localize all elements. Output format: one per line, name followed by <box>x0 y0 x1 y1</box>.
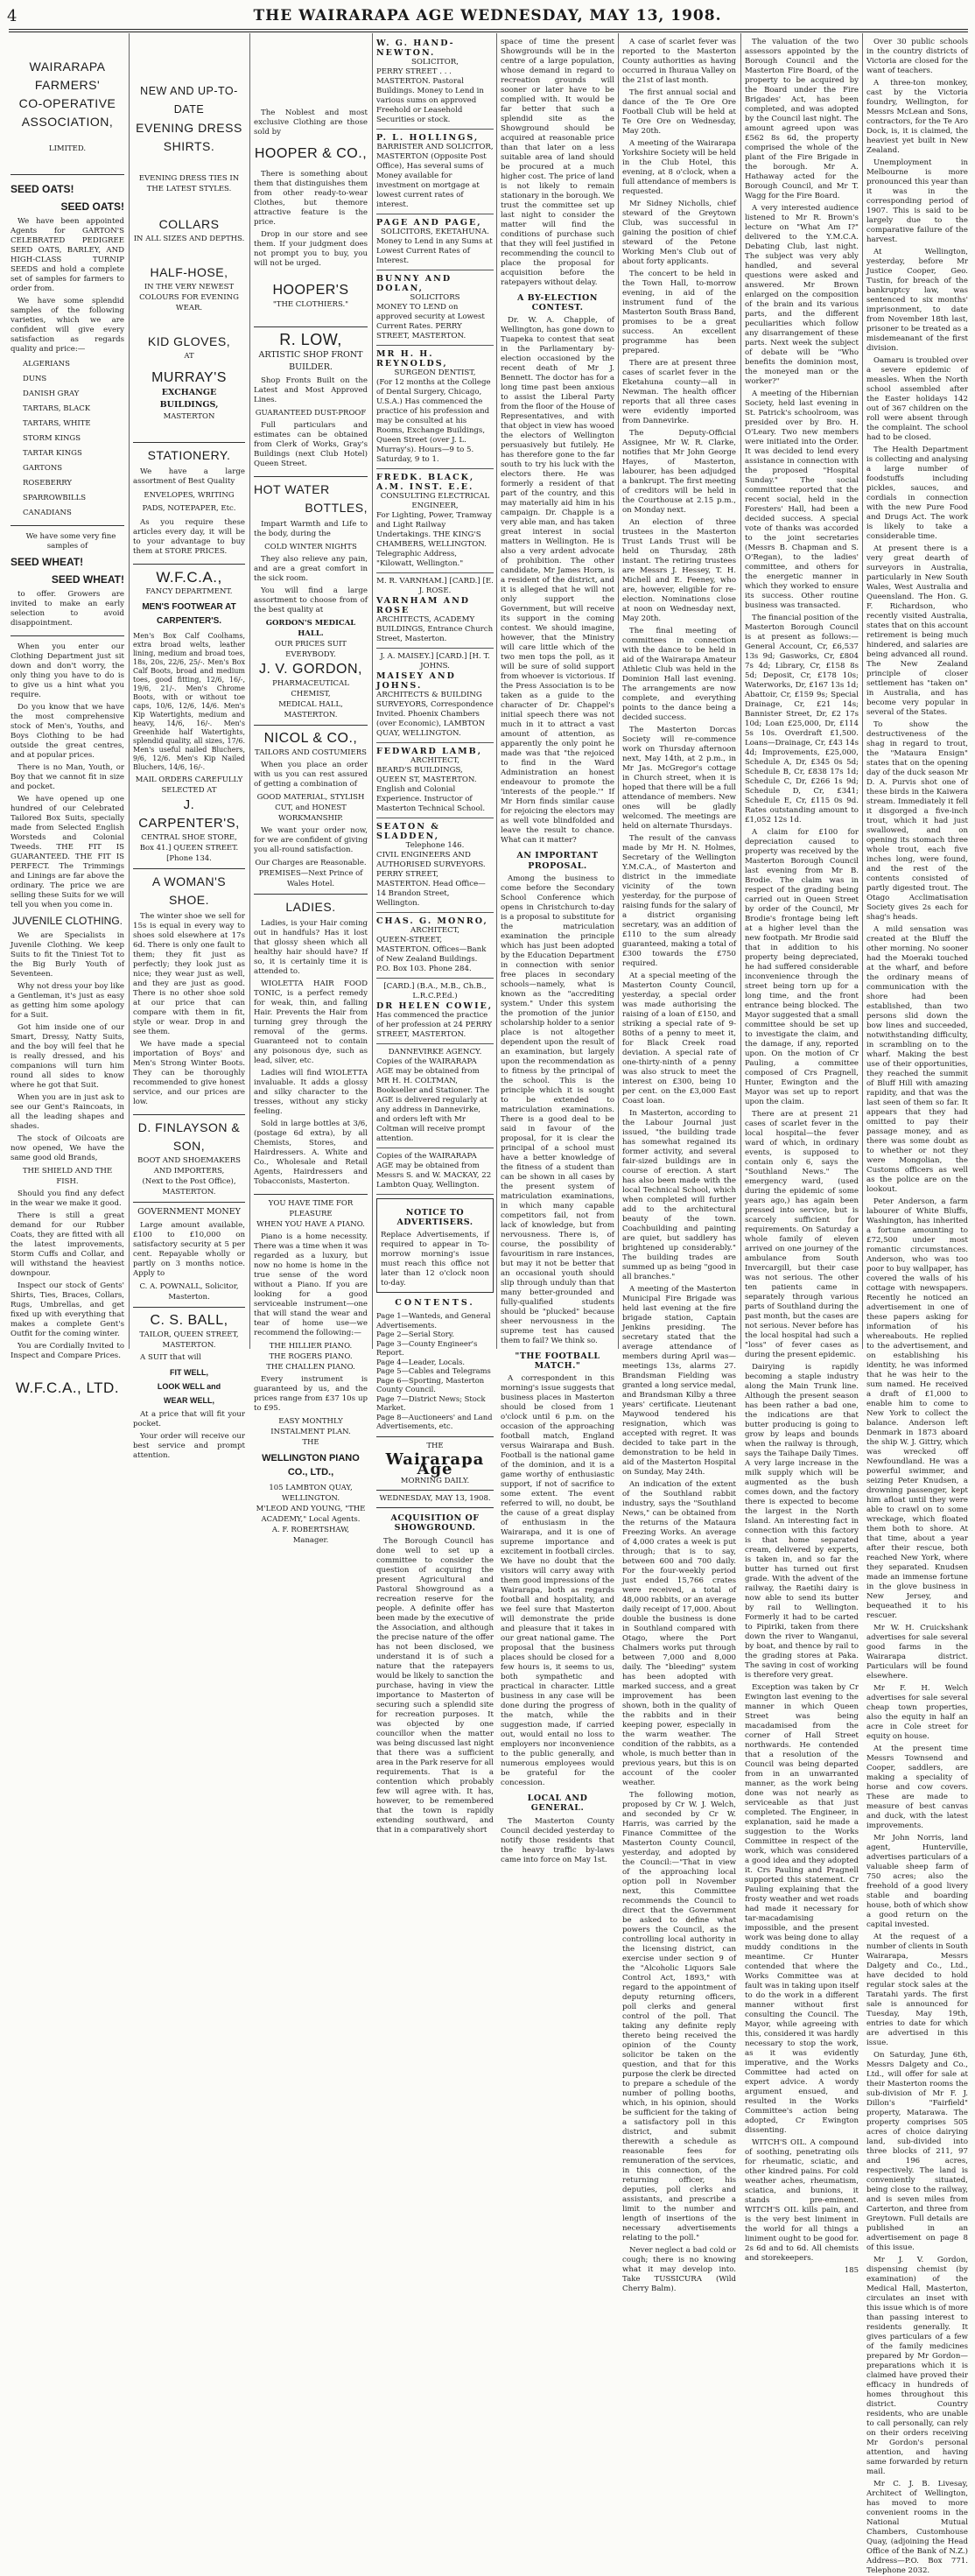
ad-text: FIT WELL, <box>170 1368 208 1377</box>
ad-text: FANCY DEPARTMENT. <box>145 587 233 596</box>
ad-text: When you enter our Clothing Department just sit down and don't worry, the only thing you have to do is to give us a hint what you require. <box>11 642 124 699</box>
news-item: A claim for £100 for depreciation caused to property was received by the Masterton Borough Council last evening from Mr B. Brodie. The claim was in respect of the grading being carried out in Queen Street by order of the Council, Mr Brodie's frontage being left at a higher level than the new footpath. Mr Brodie said that in addition to his property being depreciated, he had suffered considerable inconvenience through the street being torn up for a long time, and the front entrance being blocked. The Mayor suggested that a small committee should be set up to investigate the claim, and the damage, if any, reported upon. On the motion of Cr Pauling, a committee composed of Crs Pragnell, Hunter, Ewington and the Mayor was set up to report upon the claim. <box>745 828 859 1106</box>
ad-text: GORDON'S MEDICAL HALL. <box>265 619 356 638</box>
ad-headline: HOT WATER <box>254 482 330 496</box>
ad-code: 185 <box>844 2266 859 2275</box>
ad-text: A SUIT that will <box>140 1353 201 1362</box>
article-heading: ACQUISITION OF SHOWGROUND. <box>390 1513 480 1534</box>
hot-water-bottles-ad <box>254 477 368 726</box>
news-item: Mr Sidney Nicholls, chief steward of the Greytown Club, was successful in gaining the position of chief steward of the Petone Working Men's Club out of about forty applicants. <box>622 200 736 266</box>
newspaper-flag <box>376 1436 494 1508</box>
news-item: The valuation of the two assessors appointed by the Borough Council and the Masterton Fire Board, of the property to be acquired by the Board under the Fire Brigades' Act, has been completed, and was adopted by the Council last night. The amount agreed upon was £562 8s 6d, the property comprised the whole of the plant of the Fire Brigade in the borough. Mr A. Hathaway acted for the Borough Council, and Mr T. Wagg for the Fire Board. <box>745 38 859 200</box>
ad-text: BOOT AND SHOEMAKERS AND IMPORTERS, <box>137 1156 241 1176</box>
ad-headline: STATIONERY. <box>147 448 231 462</box>
article-heading: A BY-ELECTION CONTEST. <box>516 293 598 313</box>
card-text: CIVIL ENGINEERS AND AUTHORISED SURVEYORS. PERRY STREET, MASTERTON. Head Office— 14 Brandon Street, Wellington. <box>376 851 486 908</box>
card-title: SOLICITOR, <box>411 58 459 67</box>
murrays-ad <box>133 35 245 443</box>
ad-text: Inspect our stock of Gents' Shirts, Ties, Braces, Collars, Rugs, Umbrellas, and get fixed up with everything that makes a complete Gent's Outfit for the coming winter. <box>11 1281 124 1338</box>
seed-oats-ad <box>11 175 124 526</box>
ad-text: IN ALL SIZES AND DEPTHS. <box>133 235 245 243</box>
flag-sub: MORNING DAILY. <box>400 1477 470 1486</box>
professional-card <box>376 913 494 979</box>
ad-headline: MURRAY'S <box>151 370 227 385</box>
article-text: Among the business to come before the Secondary School Conference which opens in Christchurch to-day is a proposal to substitute for the matriculation examination the principle which has just been adopted by the Education Department in connection with senior free places in secondary schools—namely, what is known as the "accrediting system." Under this system the promotion of the junior scholarship holder to a senior place is not altogether dependent upon the result of an examination, but largely upon the recommendation as to fitness by the principal of the school. This is the principle which it is sought to be extended to matriculation examinations. There is a good deal to be said in favour of the proposal, for it is clear the principal of a school must have a better knowledge of the fitness of a student than can be shown in all cases by the present system of matriculation examinations, in which many capable competitors fail, not from lack of knowledge, but from nervousness. There is, of course, the possibility of favouritism in rare instances, but may it not be better that an occasional youth should slip through unduly than that many better-grounded and fully-qualified students should be "plucked" because sheer nervousness in the supreme test has caused them to fail? We think so. <box>501 874 614 1345</box>
card-title: SOLICITORS <box>410 293 460 302</box>
card-name: P. L. HOLLINGS, <box>376 133 480 143</box>
ad-headline: J. CARPENTER'S, <box>138 797 240 831</box>
professional-card <box>376 743 494 818</box>
ad-text: PREMISES—Next Prince of Wales Hotel. <box>258 869 363 888</box>
column-5 <box>501 35 614 1864</box>
news-item: Never neglect a bad cold or cough; there is no knowing what it may develop into. Take TUSSICURA (Wild Cherry Balm). <box>622 2246 736 2293</box>
list-item: GARTONS <box>23 464 63 473</box>
news-item: A very interested audience listened to Mr R. Brown's lecture on "What Am I?" delivered to the Y.M.C.A. Debating Club, last night. The subject was very ably handled, and several questions were asked and answered. Mr Brown enlarged on the composition of the brain and its various parts, and the different peculiarities which follow any disarrangement of these parts. Next week the subject of debate will be "Who benefits the dominion most, the moneyed man or the worker?" <box>745 204 859 386</box>
card-title: M. R. VARNHAM.] [CARD.] [E. J. ROSE. <box>376 577 494 595</box>
news-item: A case of scarlet fever was reported to the Masterton County authorities as having occurred in Ihuraua Valley on the 21st of last month. <box>622 38 736 85</box>
ad-text: CENTRAL SHOE STORE, Box 41.] QUEEN STREET. [Phone 134. <box>139 833 239 863</box>
ad-headline: SEED OATS! <box>60 200 124 213</box>
masthead <box>0 5 975 28</box>
ad-text: Drop in our store and see them. If your judgment does not prompt you to buy, you will not be urged. <box>254 230 368 268</box>
card-title: [CARD.] (B.A., M.B., Ch.B., L.R.C.P.Ed.) <box>383 982 487 1000</box>
ad-headline: W.F.C.A., <box>156 569 222 586</box>
ad-headline: NICOL & CO., <box>263 731 358 746</box>
news-item: Oamaru is troubled over a severe epidemic of measles. When the North school assembled after the Easter holidays 142 out of 367 children on the roll were absent through the complaint. The school had to be closed. <box>866 356 968 442</box>
card-text: Copies of the WAIRARAPA AGE may be obtained from Messrs S. and W. MACKAY, 22 Lambton Quay, Wellington. <box>376 1152 492 1190</box>
ad-text: to offer. Growers are invited to make an early selection to avoid disappointment. <box>11 590 124 628</box>
ad-headline: MEN'S FOOTWEAR AT CARPENTER'S. <box>142 602 236 626</box>
flag-date: WEDNESDAY, MAY 13, 1908. <box>376 1490 494 1504</box>
ad-text: ENVELOPES, WRITING PADS, NOTEPAPER, Etc. <box>142 491 236 513</box>
dannevirke-agency <box>376 1044 494 1148</box>
news-item: There are at present three cases of scarlet fever in the Eketahuna county—all in Newman. The health officer reports that all three cases were evidently imported from Dannevirke. <box>622 359 736 425</box>
ad-text: TAILORS AND COSTUMIERS <box>255 748 367 757</box>
card-name: VARNHAM AND ROSE <box>376 596 471 615</box>
ad-headline: C. S. BALL, <box>150 1313 228 1328</box>
news-item: Exception was taken by Cr Ewington last evening to the manner in which Queen Street was being macadamised from the corner of Hall Street northwards. He contended that a resolution of the Council was being departed from in an unwarranted manner, as the work being done was not nearly as serviceable as that just completed. The Engineer, in explanation, said he made a suggestion to the Works Committee in respect of the work, which was considered a good idea and they adopted it. Crs Pauling and Pragnell supported this statement. Cr Pauling explaining that the frosty weather and wet roads had made it necessary for tar-macadamising impossible, and the present work was being done to allay muddy conditions in the meantime. Cr Hunter contended that where the Works Committee was at fault was in taking upon itself to do the work in a different manner without first consulting the Council. The Mayor, while agreeing with this, considered it was hardly necessary to stop the work, as it was evidently imperative, and the Works Committee had acted on expert advice. A wordy argument ensued, and resulted in the Works Committee's action being adopted, Cr Ewington dissenting. <box>745 1683 859 2135</box>
card-title: J. A. MAISEY.] [CARD.] [H. T. JOHNS. <box>380 652 490 670</box>
ad-text: TAILOR, QUEEN STREET, MASTERTON. <box>139 1330 239 1350</box>
news-item: The Health Department is collecting and analysing a large number of foodstuffs including pickles, sauces, and cordials in connection with the new Pure Food and Drugs Act. The work is likely to take a considerable time. <box>866 446 968 541</box>
ad-text: YOU HAVE TIME FOR PLEASURE <box>268 1199 354 1218</box>
card-text: MASTERTON (Opposite Post Office), Has several sums of Money available for investment on mortgage at lowest current rates of interest. <box>376 152 487 209</box>
ad-headline: SEED OATS! <box>11 183 74 195</box>
news-item: The Deputy-Official Assignee, Mr W. R. Clarke, notifies that Mr John George Hayes, of Masterton, labourer, has been adjudged a bankrupt. The first meeting of creditors will be held in the Courthouse at 2.15 p.m., on Monday next. <box>622 429 736 515</box>
news-item: A meeting of the Hibernian Society, held last evening in St. Patrick's schoolroom, was presided over by Bro. H. O'Leary. Two new members were initiated into the Order. It was decided to lend every assistance in connection with the proposed "Hospital Sunday." The social committee reported that the recent social, held in the Foresters' Hall, had been a decided success. A special vote of thanks was accorded to the joint secretaries (Messrs B. Chapman and S. O'Regan), to the ladies' committee, and others for the energetic manner in which they worked to ensure its success. Other routine business was transacted. <box>745 390 859 610</box>
column-divider <box>129 33 130 1349</box>
ad-text: The Noblest and most exclusive Clothing are those sold by <box>254 109 368 137</box>
ad-text: GOOD MATERIAL, STYLISH CUT, and HONEST WORKMANSHIP. <box>256 793 365 823</box>
ad-headline: EVENING DRESS SHIRTS. <box>136 121 242 153</box>
card-name: FREDK. BLACK, A.M. INST. E.E. <box>376 473 475 492</box>
low-shopfronts-ad <box>254 327 368 477</box>
header-rule <box>9 29 968 30</box>
page-number: 4 <box>7 7 18 25</box>
card-title: Telephone 146. <box>405 841 465 850</box>
ad-text: Ladies, is your Hair coming out in handfuls? Has it lost that glossy sheen which all healthy hair should have? If so, it is certainly time it is attended to. <box>254 919 368 976</box>
column-divider <box>496 33 497 1349</box>
news-item: At the present time Messrs Townsend and Cooper, saddlers, are making a speciality of horse and cow covers. These are made to measure of best canvas and duck, with the latest improvements. <box>866 1744 968 1830</box>
contents-item: Page 4—Leader, Locals. <box>376 1357 466 1366</box>
nicol-ad <box>254 726 368 895</box>
ad-text: Every instrument is guaranteed by us, and the prices range from £37 10s up to £95. <box>254 1375 368 1413</box>
piano-model: THE CHALLEN PIANO. <box>266 1363 355 1372</box>
ad-text: AT <box>184 352 194 361</box>
column-8 <box>866 35 969 2575</box>
notice-text: Replace Advertisements, if required to appear in To-morrow morning's issue must reach this office not later than 12 o'clock noon to-day. <box>381 1231 489 1288</box>
card-title: BARRISTER AND SOLICITOR, <box>376 143 494 151</box>
ad-footer: W.F.C.A., LTD. <box>15 1379 120 1396</box>
column-divider <box>862 33 863 1349</box>
ad-text: Ladies will find WIOLETTA invaluable. It adds a glossy and silky character to the tresses, without any sticky feeling. <box>254 1069 368 1116</box>
list-item: TARTARS, WHITE <box>23 419 91 428</box>
section-heading: CONTENTS. <box>395 1298 475 1308</box>
card-name: DR HELEN COWIE, <box>376 1001 494 1011</box>
ad-headline: SEED WHEAT! <box>11 556 84 568</box>
ad-text: As you require these articles every day, it will be to your advantage to buy them at STORE PRICES. <box>133 518 245 556</box>
newspaper-name: Wairarapa Age <box>385 1449 485 1478</box>
professional-card <box>376 270 494 346</box>
ad-text: PHARMACEUTICAL CHEMIST, <box>272 679 349 698</box>
card-text: QUEEN-STREET, MASTERTON. Offices—Bank of New Zealand Buildings. P.O. Box 103. Phone 284. <box>376 936 487 973</box>
card-title: SURGEON DENTIST, <box>394 369 476 377</box>
contents-item: Page 6—Sporting, Masterton County Council. <box>376 1375 485 1394</box>
contents-item: Page 2—Serial Story. <box>376 1330 455 1339</box>
piano-model: THE ROGERS PIANO. <box>269 1352 353 1361</box>
ad-text: We have made a special importation of Boys' and Men's Strong Winter Boots. They can be thoroughly recommended to give honest service, and our prices are low. <box>133 1040 245 1106</box>
footwear-ad <box>133 565 245 869</box>
ad-text: WHEN YOU HAVE A PIANO. <box>256 1220 365 1229</box>
card-name: BUNNY AND DOLAN, <box>376 274 452 293</box>
ad-text: EVENING DRESS TIES IN THE LATEST STYLES. <box>138 174 240 193</box>
ad-text: Full particulars and estimates can be obtained from Clerk of Works, Gray's Buildings (next Club Hotel) Queen Street. <box>254 421 368 468</box>
article-text: space of time the present Showgrounds will be in the centre of a large population, whose demand in regard to recreation grounds will sooner or later have to be complied with. It would be far better that such a splendid site as the Showground should be acquired at reasonable price than that later on a less suitable area of land should be procured at a much higher cost. The price of land is not likely to remain stationary in the borough. We trust the committee set up last night to consider the matter will find the conditions of purchase such that they will feel justified in recommending the council to place the proposal for acquisition before the ratepayers without delay. <box>501 38 614 287</box>
flag-the: THE <box>426 1441 444 1450</box>
news-item: The Masterton Dorcas Society will re-commence work on Thursday afternoon next, May 14th, at 2 p.m., in Mr Jas. McGregor's cottage in Church street, when it is hoped that there will be a full attendance of members. New ones will be gladly welcomed. The meetings are held on alternate Thursdays. <box>622 726 736 831</box>
news-item: The financial position of the Masterton Borough Council is at present as follows:—General Account, Cr, £6,537 13s 9d; Gasworks, Cr, £804 7s 4d; Library, Cr, £158 8s 5d; Deposit, Cr, £178 10s; Waterworks, Dr, £167 13s 1d; Abattoir, Cr, £159 9s; Special Drainage, Cr, £21 14s; Bannister Street, Dr, £2 17s 10d; Loan £25,000, Dr, £114 5s 10s. Overdraft £1,500. Loans—Drainage, Cr, £43 14s 4d; Improvements, £25,000, Schedule A, Dr, £345 0s 5d; Schedule B, Cr, £838 17s 1d; Schedule C, Dr, £266 1s 9d; Schedule D, Cr, £341; Schedule E, Cr, £115 0s 9d. Rates outstanding amount to £1,052 12s 1d. <box>745 614 859 825</box>
ad-text: (Next to the Post Office), MASTERTON. <box>142 1177 236 1197</box>
list-item: DANISH GRAY <box>23 390 80 398</box>
ad-text: Sold in large bottles at 3/6, (postage 6d extra), by all Chemists, Stores, and Hairdressers. A. White and Co., Wholesale and Retail Agents, Hairdressers and Tobacconists, Masterton. <box>254 1120 368 1186</box>
ad-headline: SEED WHEAT! <box>51 573 124 586</box>
ad-text: OUR PRICES SUIT EVERYBODY. <box>275 640 347 659</box>
ad-text: "THE CLOTHIERS." <box>272 300 349 309</box>
ad-text: When you are in just ask to see our Gent's Raincoats, in all the leading shapes and shades. <box>11 1093 124 1131</box>
ad-line: ASSOCIATION, <box>21 115 114 129</box>
government-money-ad <box>133 1203 245 1308</box>
ad-text: We are Specialists in Juvenile Clothing. We keep Suits to fit the Tiniest Tot to the Big Burly Youth of Seventeen. <box>11 931 124 979</box>
ad-text: We want your order now, for we are confident of giving you all-round satisfaction. <box>254 826 368 854</box>
news-item: An election of three trustees in the Masterton Trust Lands Trust will be held on Thursday, 28th instant. The retiring trustees are Messrs J. Hessey, T. H. Michell and E. Feeney, who are, however, eligible for re-election. Nominations close at noon on Wednesday next, May 20th. <box>622 518 736 623</box>
ad-headline: WELLINGTON PIANO CO., LTD., <box>262 1453 360 1478</box>
card-text: ARCHITECTS & BUILDING SURVEYORS, Correspondence Invited. Phoenix Chambers (over Economic), LAMBTON QUAY, WELLINGTON. <box>376 691 494 738</box>
professional-card <box>376 346 494 469</box>
ad-headline: COLLARS <box>158 217 220 231</box>
piano-ad <box>254 1195 368 1550</box>
card-text: PERRY STREET . . . MASTERTON. Pastoral Buildings. Money to Lend in various sums on approved Freehold or Leasehold Securities or stock. <box>376 67 484 124</box>
ad-text: Our Charges are Reasonable. <box>255 859 367 867</box>
article-text: Dr. W. A. Chapple, of Wellington, has gone down to Tuapeka to contest that seat in the Parliamentary by-election occasioned by the recent death of Mr J. Bennett. The doctor has for a long time past been anxious to assist the Liberal Party from the floor of the House of Representatives, and with that object in view has wooed the electors of Wellington persuasively but futilely. He has therefore gone to the far south to try his luck with the electors there. He was formerly a resident of that part of the country, and this may materially aid him in his campaign. Dr. Chapple is a very able man, and has taken great interest in social matters in Wellington. He is also a very ardent advocate of prohibition. The other candidate, Mr James Horn, is a resident of the district, and it is alleged that he will not only support the Government, but will receive its support in the coming contest. We should imagine, however, that the Ministry will care little which of the two men tops the poll, as it will be sure of solid support from whoever is victorious. If the Press Association is to be taken as a guide to the character of Dr. Chappel's initial speech there was not much in it to attract a vast amount of attention, as apparently the only point he made was that "the rejoiced to find in the Ward Administration an honest endeavour to promote the 'interests of the people.'" If Mr Horn finds similar cause for rejoicing the electors may as well vote blindfolded and leave the result to chance. What can it matter? <box>501 316 614 846</box>
seed-wheat-ad <box>11 526 124 636</box>
ad-text: Impart Warmth and Life to the body, during the <box>254 520 368 538</box>
news-item: The final meeting of committees in connection with the dance to be held in aid of the Wairarapa Amateur Athletic Club was held in the Dominion Hall last evening. The arrangements are now complete, and everything points to the dance being a decided success. <box>622 627 736 722</box>
ad-text: Got him inside one of our Smart, Dressy, Natty Suits, and the boy will feel that he is really dressed, and his companions will turn him round all sides to know where he got that Suit. <box>11 1023 124 1090</box>
ad-text: Why not dress your boy like a Gentleman, it's just as easy as getting him some apology for a Suit. <box>11 982 124 1020</box>
contents-item: Page 5—Cables and Telegrams <box>376 1366 491 1376</box>
card-name: SEATON & SLADDEN, <box>376 822 440 841</box>
news-item: The following motion, proposed by Cr W. J. Welch, and seconded by Cr W. Harris, was carried by the Finance Committee of the Masterton County Council, yesterday, and adopted by the Council:—"That in view of the approaching local option poll in November next, this Committee recommends the Council to direct that the Government be asked to define what powers the Council, as the controlling local authority in the licensing district, can exercise under section 9 of the "Alcoholic Liquors Sale Control Act, 1893," with regard to the appointment of deputy returning officers, poll clerks and general control of the poll. That taking any definite reply thereto being received the opinion of the County solicitor be taken on the question, and that for this purpose the clerk be directed to prepare a schedule of the number of polling booths, which, in his opinion, should be sufficient for the taking of a satisfactory poll in this district, and submit therewith a schedule as reasonable fees for remuneration of the services, in this connection, of the returning officer, his deputies, poll clerks and assistants, and prescribe a limit to the number and length of insertions of the necessary advertisements relating to the poll." <box>622 1791 736 2243</box>
ad-headline: GOVERNMENT MONEY <box>137 1207 241 1217</box>
ad-text: There is no Man, Youth, or Boy that we cannot fit in size and pocket. <box>11 763 124 791</box>
news-item: Mr W. H. Cruickshank advertises for sale several good farms in the Wairarapa district. Particulars will be found elsewhere. <box>866 1624 968 1681</box>
card-name: MAISEY AND JOHNS. <box>376 671 456 691</box>
column-3 <box>254 35 368 1545</box>
professional-card <box>376 35 494 130</box>
ad-sub: LIMITED. <box>48 144 87 153</box>
card-name: W. G. HAND-NEWTON. <box>376 39 455 58</box>
section-heading: NOTICE TO ADVERTISERS. <box>396 1208 473 1227</box>
ad-headline: HOOPER'S <box>272 283 349 298</box>
ad-text: Men's Box Calf Coolhams, extra broad welts, leather lining, medium and broad toes, 18s, 20s, 22/6, 25/-. Men's Box Calf Boots, broad and medium toes, good fitting, 12/6, 16/-, 19/6, 21/-. Men's Chrome Boots, with or without toe caps, 10/6, 12/6, 14/6. Men's Kip Watertights, medium and heavy, 14/6, 16/-. Men's Greenhide half Watertights, splendid quality, all sizes, 17/6. Men's useful nailed Bluchers, 9/6, 12/6. Men's Kip Nailed Bluchers, 14/6, 16/-. <box>133 632 245 771</box>
ad-text: You will find a large assortment to choose from of the best quality at <box>254 586 368 614</box>
column-2 <box>133 35 245 1460</box>
news-item: In Masterton, according to the Labour Journal just issued, "the building trade has somewhat regained its former activity, and several fair-sized buildings are in course of erection. A start has also been made with the local Technical School, which when completed will further add to the architectural beauty of the town. Coachbuilding and painting are quiet, but saddlery has brightened up considerably." The building trades are summed up as being "good in all branches." <box>622 1109 736 1281</box>
professional-card <box>376 214 494 270</box>
ad-text: MEDICAL HALL, MASTERTON. <box>278 700 343 719</box>
ad-text: You are Cordially Invited to Inspect and Compare Prices. <box>11 1342 124 1360</box>
contents-item: Page 1—Wanteds, and General Advertisements. <box>376 1311 491 1330</box>
list-item: SPARROWBILLS <box>23 494 87 502</box>
ad-text: We have a large assortment of Best Quality <box>133 467 245 486</box>
article-heading: AN IMPORTANT PROPOSAL. <box>516 851 599 871</box>
ad-text: Should you find any defect in the wear we make it good. <box>11 1190 124 1208</box>
leader-article <box>376 1513 494 1835</box>
news-item: On Saturday, June 6th, Messrs Dalgety and Co., Ltd., will offer for sale at their Masterton rooms the sub-division of Mr F. J. Dillon's "Fairfield" property, Matarawa. The property comprises 505 acres of choice dairying land, sub-divided into three blocks of 211, 97 and 196 acres, respectively. The land is conveniently situated, being close to the railway, and is seven miles from Carterton, and three from Greytown. Full details are published in an advertisement on page 8 of this issue. <box>866 2051 968 2252</box>
ad-text: They also relieve any pain, and are a great comfort in the sick room. <box>254 555 368 583</box>
ad-headline: R. LOW, <box>279 331 342 348</box>
ad-text: Do you know that we have the most comprehensive stock of Men's, Youths, and Boys Clothing to be had outside the great centres, and at popular prices. <box>11 703 124 760</box>
column-7 <box>745 35 859 2275</box>
tailor-ad <box>133 1308 245 1468</box>
news-item: WITCH'S OIL. A compound of soothing, penetrating oils for rheumatic, sciatic, and other kindred pains. For cold weather aches, rheumatism, sciatica, and bunions, it stands pre-eminent. WITCH'S OIL kills pain, and is the very best liniment in the world for all things a liniment ought to be good for. 2s 6d and to 6d. All chemists and storekeepers. <box>745 2138 859 2263</box>
ad-text: Your order will receive our best service and prompt attention. <box>133 1432 245 1460</box>
article-heading: LOCAL AND GENERAL. <box>527 1793 588 1814</box>
list-item: TARTAR KINGS <box>23 449 82 458</box>
ad-text: WEAR WELL, <box>164 1396 214 1405</box>
ad-text: We have some very fine samples of <box>25 532 116 551</box>
news-item: The concert to be held in the Town Hall, to-morrow evening, in aid of the instrument fund of the Masterton South Brass Band, promises to be a great success. An excellent programme has been prepared. <box>622 270 736 355</box>
column-divider <box>372 33 373 1349</box>
news-item: At the request of a number of clients in South Wairarapa, Messrs Dalgety and Co., Ltd., have decided to hold regular stock sales at the Taratahi yards. The first sale is announced for Tuesday, May 19th, entries to date for which are advertised in this issue. <box>866 1933 968 2047</box>
ad-text: At a price that will fit your pocket. <box>133 1410 245 1428</box>
ad-text: The winter shoe we sell for 15s is equal in every way to shoes sold elsewhere at 17s 6d. There is only one fault to them; they fit just as perfectly; they look just as nice; they wear just as well, and they are just as good. There is no other shoe sold at our price that can compare with them in fit, style or wear. Drop in and see them. <box>133 912 245 1036</box>
news-item: There are at present 21 cases of scarlet fever in the local hospital—the fever ward of which, in ordinary events, is supposed to contain only 6, says the "Southland News." The emergency ward, (used during the epidemic of some years ago,) has again been pressed into service, but is scarcely sufficient for requirements. On Saturday a whole family of eleven arrived on one journey of the ambulance from South Invercargill, but their case was not serious. The other ten patients came in separately through various parts of Southland during the past month, but the cases are not serious. Never before has the local hospital had such a "loss" of fever cases as during the present epidemic. <box>745 1110 859 1359</box>
ad-headline: HALF-HOSE, <box>150 265 228 279</box>
ad-text: We have been appointed Agents for GARTON'S CELEBRATED PEDIGREE SEED OATS, BARLEY, AND HIGH-CLASS TURNIP SEEDS and hold a complete set of samples for farmers to order from. <box>11 217 124 293</box>
ad-text: THE <box>302 1438 319 1447</box>
ad-headline: HOOPER & CO., <box>254 146 368 161</box>
news-item: At a special meeting of the Masterton County Council, yesterday, a special order was made authorising the raising of a loan of £150, and striking a special rate of 9-80ths of a penny to meet it, for Black Creek road deviation. A special rate of one-thirty-ninth of a penny was also struck to meet the interest on £300, being 10 per cent. on the £3,000 East Coast loan. <box>622 972 736 1106</box>
news-item: The result of the canvass made by Mr H. N. Holmes, Secretary of the Wellington Y.M.C.A., of Masterton and district in the immediate vicinity of the town yesterday, for the purpose of raising funds for the salary of a district organising secretary, was an addition of £110 to the sum already guaranteed, making a total of £300 towards the £750 required. <box>622 834 736 968</box>
news-item: At Wellington, yesterday, before Mr Justice Cooper, Geo. Tustin, for breach of the bankruptcy law, was sentenced to six months' imprisonment, to date from November 18th last, prisoner to be treated as a misdemeanant of the first division. <box>866 248 969 353</box>
ad-headline: J. V. GORDON, <box>259 662 362 677</box>
professional-card <box>376 649 494 743</box>
card-text: Money to Lend in any Sums at Lowest Current Rates of Interest. <box>376 237 493 265</box>
card-text: MONEY TO LEND on approved security at Lowest Current Rates. PERRY STREET, MASTERTON. <box>376 303 485 340</box>
card-title: CONSULTING ELECTRICAL ENGINEER, <box>380 492 490 510</box>
page-title: THE WAIRARAPA AGE WEDNESDAY, MAY 13, 1908. <box>253 7 722 25</box>
card-text: ARCHITECTS, ACADEMY BUILDINGS, Entrance Church Street, Masterton. <box>376 615 494 643</box>
ad-line: FARMERS' <box>34 78 101 92</box>
ad-text: Shop Fronts Built on the Latest and Most Approved Lines. <box>254 376 368 404</box>
card-name: MR H. H. REYNOLDS, <box>376 349 448 369</box>
news-item: Unemployment in Melbourne is more pronounced this year than it was in the corresponding period of 1907. This is said to be largely due to the comparative failure of the harvest. <box>866 158 968 244</box>
ad-text: The stock of Oilcoats are now opened, We have the same good old Brands, <box>11 1134 124 1162</box>
news-item: A mild sensation was created at the Bluff the other morning. No sooner had the Moeraki touched at the wharf, and before the ordinary means of communication with the shore had been established, than two persons slid down the bow lines and succeeded, notwithstanding difficulty, in scrambling on to the wharf. Making the best use of their opportunities, they reached the summit of Bluff Hill with amazing rapidity, and that was the last seen of them so far. It appears that they had omitted to pay their passage money, and as there was some doubt as to whether or not they were Mongolian, the Customs officers as well as the police are on the lookout. <box>866 925 968 1194</box>
ad-line: CO-OPERATIVE <box>18 96 116 110</box>
news-item: To show the destructiveness of the shag in regard to trout, the "Mataura Ensign" states that on the opening day of the duck season Mr D. A. Purvis shot one of these birds in the Kaiwera stream. Immediately it fell it disgorged a five-inch trout, which it had just swallowed, and on opening its stomach three whole trout, each five inches long, were found, and the rest of the contents consisted of partly digested trout. The Otago Acclimatisation Society gives 2s each for shag's heads. <box>866 720 968 922</box>
ad-headline: A WOMAN'S SHOE. <box>151 874 227 907</box>
news-item: Peter Anderson, a farm labourer of White Bluffs, Washington, has inherited a fortune amounting to £72,500 under most romantic circumstances. Anderson, who was too poor to buy wallpaper, has covered the walls of his cottage with newspapers. Recently he noticed an advertisement in one of these papers asking for information of his whereabouts. He replied to the advertisement, and on establishing his identity, he was informed that he was heir to the sum named. He received a draft of £1,000 to enable him to come to New York to collect the balance. Anderson left Denmark in 1873 aboard the ship W. J. Gittry, which was wrecked off Newfoundland. He was a powerful swimmer, and seizing Peter Knudsen, a drowning passenger, kept him afloat until they were able to crawl on to some wreckage, which floated them both to shore. At that time, about a year after their rescue, both reached New York, where they separated. Knudsen made an immense fortune in the glove business in New Jersey, and bequeathed it to his rescuer. <box>866 1197 968 1620</box>
ad-line: WAIRARAPA <box>29 60 106 74</box>
brand-name: THE SHIELD AND THE FISH. <box>22 1167 113 1186</box>
article-text: The Masterton County Council decided yesterday to notify those residents that the heavy traffic by-laws came into force on May 1st. <box>501 1816 614 1864</box>
card-text: Copies of the WAIRARAPA AGE may be obtained from MR H. H. COLTMAN, Bookseller and Stationer. The AGE is delivered regularly at any address in Dannevirke, and orders left with Mr Coltman will receive prompt attention. <box>376 1057 490 1143</box>
ad-text: C. A. POWNALL, Solicitor, Masterton. <box>139 1282 239 1302</box>
contents-list <box>376 1298 494 1431</box>
news-item: Mr John Norris, land agent, Hunterville, advertises particulars of a valuable sheep farm of 750 acres; also the freehold of a good livery stable and boarding house, both of which show a good return on the capital invested. <box>866 1834 968 1929</box>
ad-text: EASY MONTHLY INSTALMENT PLAN. <box>270 1417 351 1436</box>
card-text: (For 12 months at the College of Dental Surgery, Chicago, U.S.A.) Has commenced the practice of his profession and may be consulted at his Rooms, Exchange Buildings, Queen Street (over J. L. Murray's). Hours—9 to 5. Saturday, 9 to 1. <box>376 378 491 464</box>
ad-text: EXCHANGE BUILDINGS, <box>159 388 219 410</box>
list-item: ROSEBERRY <box>23 479 72 488</box>
card-text: BEARD'S BUILDINGS, QUEEN ST, MASTERTON. English and Colonial Experience. Instructor of Masterton Technical School. <box>376 766 486 813</box>
piano-model: THE HILLIER PIANO. <box>269 1342 353 1351</box>
professional-card <box>376 573 494 649</box>
article-text: A correspondent in this morning's issue suggests that business places in Masterton should be closed from 1 o'clock until 6 p.m. on the occasion of the approaching football match, England versus Wairarapa and Bush. Football is the national game of the dominion, and it is a game worthy of enthusiastic support, if not of sacrifice to some extent. The event referred to will, no doubt, be the cause of a great display of enthusiasm in the Wairarapa, and it is one of supreme importance and excitement in football circles. We have no doubt that the visitors will carry away with them good impressions of the Wairarapa, both as regards football and hospitality, and we feel sure that Masterton will demonstrate the pride and pleasure that it takes in our great national game. The proposal that the business places should be closed for a few hours is, it seems to us, both sympathetic and practical in character. Little business in any case will be done during the progress of the match, while the suggestion made, if carried out, would entail no loss to employers nor inconvenience to the public generally, and numerous employees would be grateful for the concession. <box>501 1374 614 1788</box>
column-6 <box>622 35 736 2293</box>
ad-text: COLD WINTER NIGHTS <box>264 543 357 551</box>
news-item: At present there is a very great dearth of surveyors in Australia, particularly in New South Wales, West Australia and Queensland. The Hon. G. F. Richardson, who recently visited Australia, states that on this account retirement is being much hindered, and salaries are being advanced all round. The New Zealand principle of closer settlement has "taken on" in Australia, and has become very popular in several of the States. <box>866 544 968 717</box>
ad-headline: D. FINLAYSON & SON, <box>137 1120 241 1153</box>
card-title: ARCHITECT, <box>410 926 459 935</box>
ad-text: IN THE VERY NEWEST COLOURS FOR EVENING WEAR. <box>139 283 239 312</box>
card-title: SOLICITORS, EKETAHUNA. <box>381 228 489 236</box>
news-item: An indication of the extent of the Southland rabbit industry, says the "Southland News," can be obtained from the returns of the Mataura Freezing Works. An average of 4,000 crates a week is put through; that is to say, between 600 and 700 daily. For the four-weekly period just ended 15,766 crates were received, a total of 48,000 rabbits, or an average daily receipt of 17,000. About double the business is done in Southland compared with Otago, where the Port Chalmers works put through between 7,000 and 8,000 daily. The "bleeding" system has been adopted with marked success, and a great improvement has been shown, both in the quality of the rabbits and in their keeping power, especially in the warm weather. The condition of the rabbits, as a whole, is much better than in previous years, but this is on account of the cooler weather. <box>622 1480 736 1787</box>
card-name: CHAS. G. MONRO, <box>376 916 488 926</box>
womans-shoe-ad <box>133 869 245 1115</box>
news-item: A meeting of the Masterton Municipal Fire Brigade was held last evening at the fire brigade station, Captain Jenkins presiding. The secretary stated that the average attendance of members during April was—meetings 13s, alarms 27. Brandsman Fielding was granted a long service medal, and Brandsman Kilby a three years' certificate. Lieutenant Maywood tendered his resignation, which was accepted with regret. It was decided to take part in the demonstration to be held in aid of the Masterton Hospital on Sunday, May 24th. <box>622 1285 736 1477</box>
contents-item: Page 7—District News; Stock Market. <box>376 1393 486 1413</box>
ad-text: When you place an order with us you can rest assured of getting a combination of <box>254 761 368 789</box>
column-4 <box>376 35 494 1835</box>
ad-text: We have opened up one hundred of our Celebrated Tailored Box Suits, specially made from Selected English Worsteds and Colonial Tweeds. THE FIT IS GUARANTEED. THE FIT IS PERFECT. The Trimmings and Linings are far above the ordinary. The price we are selling these Suits for we will tell you when you come in. <box>11 795 124 909</box>
card-name: FEDWARD LAMB, <box>376 747 482 756</box>
oat-varieties-list <box>11 357 124 521</box>
list-item: ALGERIANS <box>23 360 70 369</box>
ad-text: There is still a great demand for our Rubber Coats, they are fitted with all the latest improvements, Storm Cuffs and Collar, and will withstand the heaviest downpour. <box>11 1211 124 1278</box>
card-text: Has commenced the practice of her profession at 24 PERRY STREET, MASTERTON. <box>376 1011 492 1039</box>
ad-text: MAIL ORDERS CAREFULLY SELECTED AT <box>135 776 243 795</box>
card-text: For Lighting, Power, Tramway and Light Railway Undertakings. THE KING'S CHAMBERS, WELLINGTON. Telegraphic Address, "Kilowatt, Wellington." <box>376 511 492 568</box>
column-divider <box>740 33 741 1349</box>
news-item: Mr F. H. Welch advertises for sale several cheap town properties, also the equity in half an acre in Cole street for equity on house. <box>866 1684 968 1741</box>
ladies-hair-ad <box>254 895 368 1195</box>
list-item: DUNS <box>23 375 47 383</box>
stationery-ad <box>133 443 245 565</box>
ad-text: Large amount available, £100 to £10,000 on satisfactory security at 5 per cent. Repayable wholly or partly on 3 months notice. Apply to <box>133 1221 245 1278</box>
ad-text: WIOLETTA HAIR FOOD TONIC, is a perfect remedy for weak, thin, and falling Hair. Prevents the Hair from turning grey through the removal of the germs. Guaranteed not to contain any poisonous dye, such as lead, silver, etc. <box>254 979 368 1065</box>
column-divider <box>618 33 619 1349</box>
professional-card <box>376 469 494 573</box>
ad-text: Piano is a home necessity. There was a time when it was regarded as a luxury, but now no home is home in the true sense of the word without a Piano. If you are looking for a good serviceable instrument—one that will stand the wear and tear of home use—we recommend the following:— <box>254 1232 368 1337</box>
professional-card <box>376 130 494 214</box>
list-item: TARTARS, BLACK <box>23 404 91 413</box>
wfca-ad <box>11 35 124 175</box>
professional-card <box>376 979 494 1044</box>
list-item: CANADIANS <box>23 509 72 517</box>
wellington-agency <box>376 1148 494 1195</box>
ad-headline: LADIES. <box>285 900 336 914</box>
ad-text: We have some splendid samples of the following varieties, which we are confident will give every satisfaction as regards quality and price:— <box>11 297 124 354</box>
column-divider <box>249 33 250 1349</box>
news-item: The first annual social and dance of the Te Ore Ore Football Club will be held at Te Ore Ore on Wednesday, May 20th. <box>622 88 736 136</box>
news-item: Mr C. J. B. Livesay, Architect of Wellington, has moved to more convenient rooms in the National Mutual Chambers, Customhouse Quay, (adjoining the Head Office of the Bank of N.Z.) Address—P.O. Box 771. Telephone 2032. <box>866 2480 968 2575</box>
news-item: Over 30 public schools in the country districts of Victoria are closed for the want of teachers. <box>866 38 968 75</box>
ad-text: M'LEOD AND YOUNG, "THE ACADEMY," Local Agents. <box>256 1505 366 1524</box>
contents-item: Page 8—Auctioneers' and Land Advertisements, etc. <box>376 1412 493 1431</box>
list-item: STORM KINGS <box>23 434 81 443</box>
hooper-ad <box>254 35 368 327</box>
ad-headline: KID GLOVES, <box>147 334 231 348</box>
article-heading: "THE FOOTBALL MATCH." <box>515 1351 600 1372</box>
ad-text: GUARANTEED DUST-PROOF <box>255 409 367 418</box>
ad-text: LOOK WELL and <box>157 1382 221 1391</box>
news-item: A meeting of the Wairarapa Yorkshire Society will be held in the Club Hotel, this evening, at 8 o'clock, when a full attendance of members is requested. <box>622 139 736 196</box>
ad-text: 105 LAMBTON QUAY, WELLINGTON. <box>269 1484 353 1503</box>
finlayson-ad <box>133 1115 245 1203</box>
ad-text: MASTERTON <box>163 412 215 421</box>
notice-box <box>376 1198 494 1293</box>
card-name: PAGE AND PAGE, <box>376 218 482 228</box>
ad-headline: JUVENILE CLOTHING. <box>11 915 123 927</box>
section-heading: DANNEVIRKE AGENCY. <box>388 1048 482 1056</box>
ad-text: There is something about them that distinguishes them from other ready-to-wear Clothes, but themore attractive feature is the price. <box>254 170 368 227</box>
ad-headline: NEW AND UP-TO-DATE <box>140 85 238 116</box>
ad-text: A. F. ROBERTSHAW, Manager. <box>271 1526 350 1545</box>
news-item: Dairying is rapidly becoming a staple industry along the Main Trunk line. Although the present season has been rather a bad one, the indications are that butter producing is going to grow by leaps and bounds when the railway is through, says the Taihape Daily Times. A very large increase in the milk supply which will be augmented as the bush comes down, and the factory there is expected to become the largest in the North Island. An interesting fact in connection with this factory is that home separated cream, delivered by experts, is taken in, and so far the butter has turned out first grade. With the advent of the railway, the Raetihi dairy is now able to send its butter by rail to Wellington. Formerly it had to be carted to Pipiriki, taken from there down the river to Wanganui, by boat, and thence by rail to the grading stores at Paka. The saving in cost of working is therefore very great. <box>745 1363 859 1680</box>
professional-card <box>376 818 494 913</box>
ad-text: ARTISTIC SHOP FRONT BUILDER. <box>258 350 363 372</box>
contents-item: Page 3—County Engineer's Report. <box>376 1338 478 1358</box>
news-item: Mr J. V. Gordon, dispensing chemist (by examination) of the Medical Hall, Masterton, circulates an inset with this issue which is of more than passing interest to residents generally. It gives particulars of a few of the family medicines prepared by Mr Gordon—preparations which it is claimed have proved their efficacy in hundreds of homes throughout this district. Country residents, who are unable to call personally, can rely on their orders receiving Mr Gordon's personal attention, and having same forwarded by return mail. <box>866 2256 969 2476</box>
column-1 <box>11 35 124 1396</box>
article-text: The Borough Council has done well to set up a committee to consider the question of acquiring the present Agricultural and Pastoral Showground as a recreation reserve for the people. A definite offer has been made by the executive of the Association, and although the precise nature of the offer has not been disclosed, we understand it is of such a nature that the ratepayers would be likely to sanction the purchase, having in view the importance to Masterton of securing such a splendid site for recreation purposes. It was objected by one councillor when the matter was being discussed last night that there was a sufficient area in the Park reserve for all requirements. That is a contention which probably few will agree with. It has, however, to be remembered that the town is rapidly extending southward, and that in a comparatively short <box>376 1536 494 1835</box>
card-title: ARCHITECT, <box>410 756 459 765</box>
ad-headline: BOTTLES, <box>305 501 368 515</box>
news-item: A three-ton monkey, cast by the Victoria foundry, Wellington, for Messrs McLean and Sons, contractors, for the Te Aro Dock, is, it is claimed, the heaviest yet built in New Zealand. <box>866 79 968 155</box>
clothing-ad <box>11 636 124 1401</box>
